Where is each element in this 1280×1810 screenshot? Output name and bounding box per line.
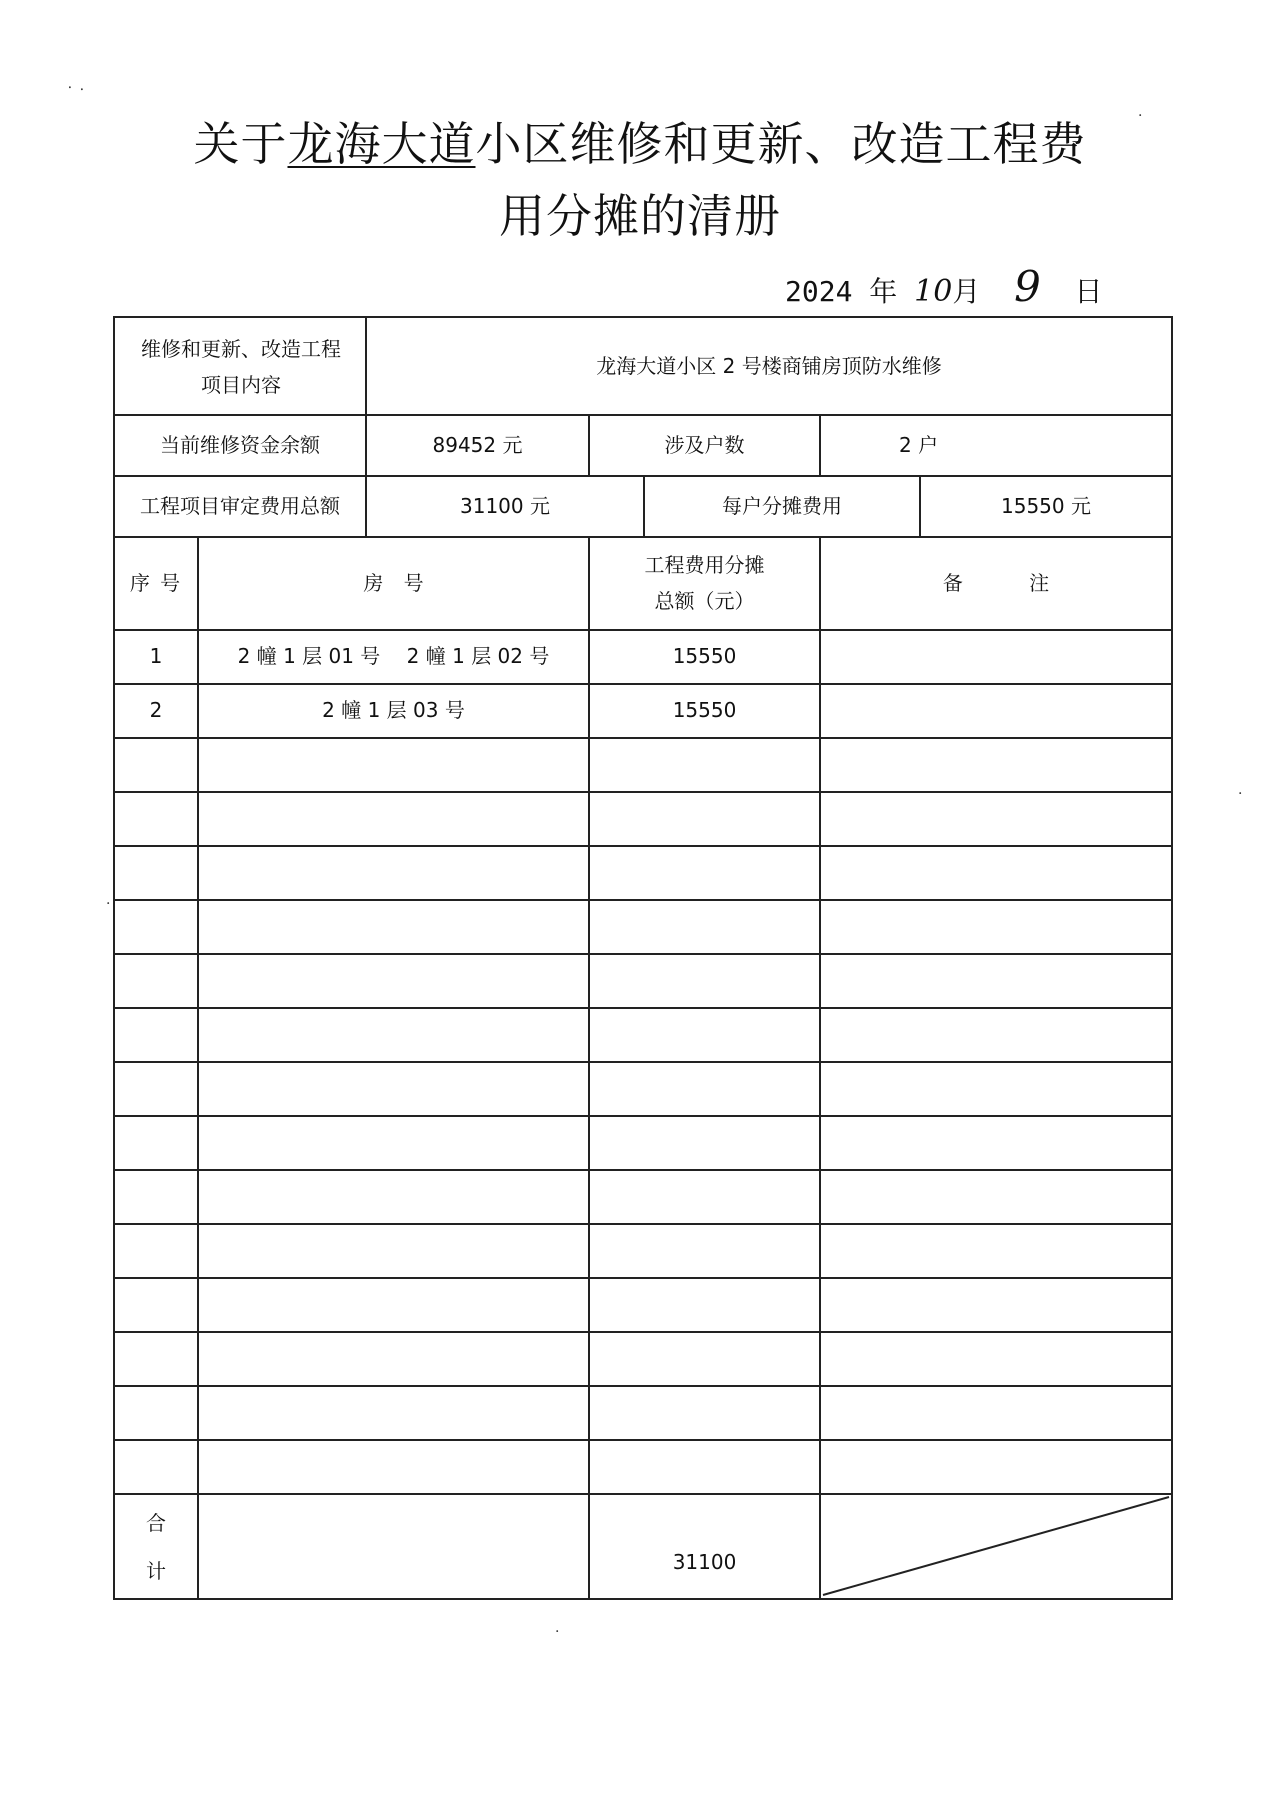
- scan-speck: ·: [1138, 108, 1143, 124]
- title-prefix: 关于: [193, 117, 288, 171]
- date-day: 9: [1014, 262, 1041, 311]
- project-content-value: 龙海大道小区 2 号楼商铺房顶防水维修: [596, 354, 942, 378]
- date-month: 10: [914, 274, 953, 309]
- column-header-room: 房 号: [363, 570, 424, 595]
- document-title-line1: [0, 108, 1280, 174]
- households-label: 涉及户数: [664, 432, 745, 457]
- table-row-2-remark: [821, 683, 1171, 737]
- scan-speck: ·: [106, 896, 111, 912]
- date-month-label: 月: [952, 275, 981, 308]
- per-household-label: 每户分摊费用: [722, 493, 842, 518]
- balance-value: 89452 元: [432, 432, 523, 457]
- title-suffix: 小区维修和更新、改造工程费: [475, 117, 1087, 171]
- column-header-seq: 序 号: [129, 570, 183, 595]
- table-row-2-amount: 15550: [672, 698, 737, 722]
- per-household-value: 15550 元: [1001, 493, 1091, 518]
- project-content-label: 维修和更新、改造工程项目内容: [141, 337, 341, 397]
- date-day-label: 日: [1074, 275, 1103, 308]
- title-underlined-name: 龙海大道: [287, 117, 476, 171]
- allocation-table: [113, 316, 1173, 1600]
- balance-label: 当前维修资金余额: [160, 432, 320, 457]
- table-row-2-seq: 2: [149, 698, 163, 722]
- table-row-2-room: 2 幢 1 层 03 号: [322, 698, 465, 722]
- households-value: 2 户: [899, 432, 939, 457]
- date-year: 2024: [785, 275, 853, 308]
- scan-speck: ·: [555, 1624, 560, 1640]
- total-row-amount: 31100: [672, 1549, 737, 1574]
- table-row-1-remark: [821, 629, 1171, 683]
- column-header-amount: 工程费用分摊总额（元）: [644, 552, 765, 613]
- document-title-line2: 用分摊的清册: [499, 189, 781, 243]
- table-row-1-room: 2 幢 1 层 01 号 2 幢 1 层 02 号: [237, 644, 550, 668]
- total-cost-label: 工程项目审定费用总额: [140, 493, 340, 518]
- total-row-remark-strike: [821, 1495, 1171, 1598]
- table-row-1-seq: 1: [149, 644, 163, 668]
- column-header-remark: 备 注: [942, 570, 1050, 595]
- scan-speck: ⸱: [80, 82, 84, 98]
- total-row-label: 合 计: [146, 1510, 166, 1583]
- scan-speck: ·: [1238, 786, 1243, 802]
- scan-speck: ⸱: [68, 80, 72, 96]
- document-date: [785, 262, 1103, 311]
- date-year-label: 年: [869, 275, 898, 308]
- total-cost-value: 31100 元: [460, 493, 550, 518]
- table-row-1-amount: 15550: [672, 644, 737, 668]
